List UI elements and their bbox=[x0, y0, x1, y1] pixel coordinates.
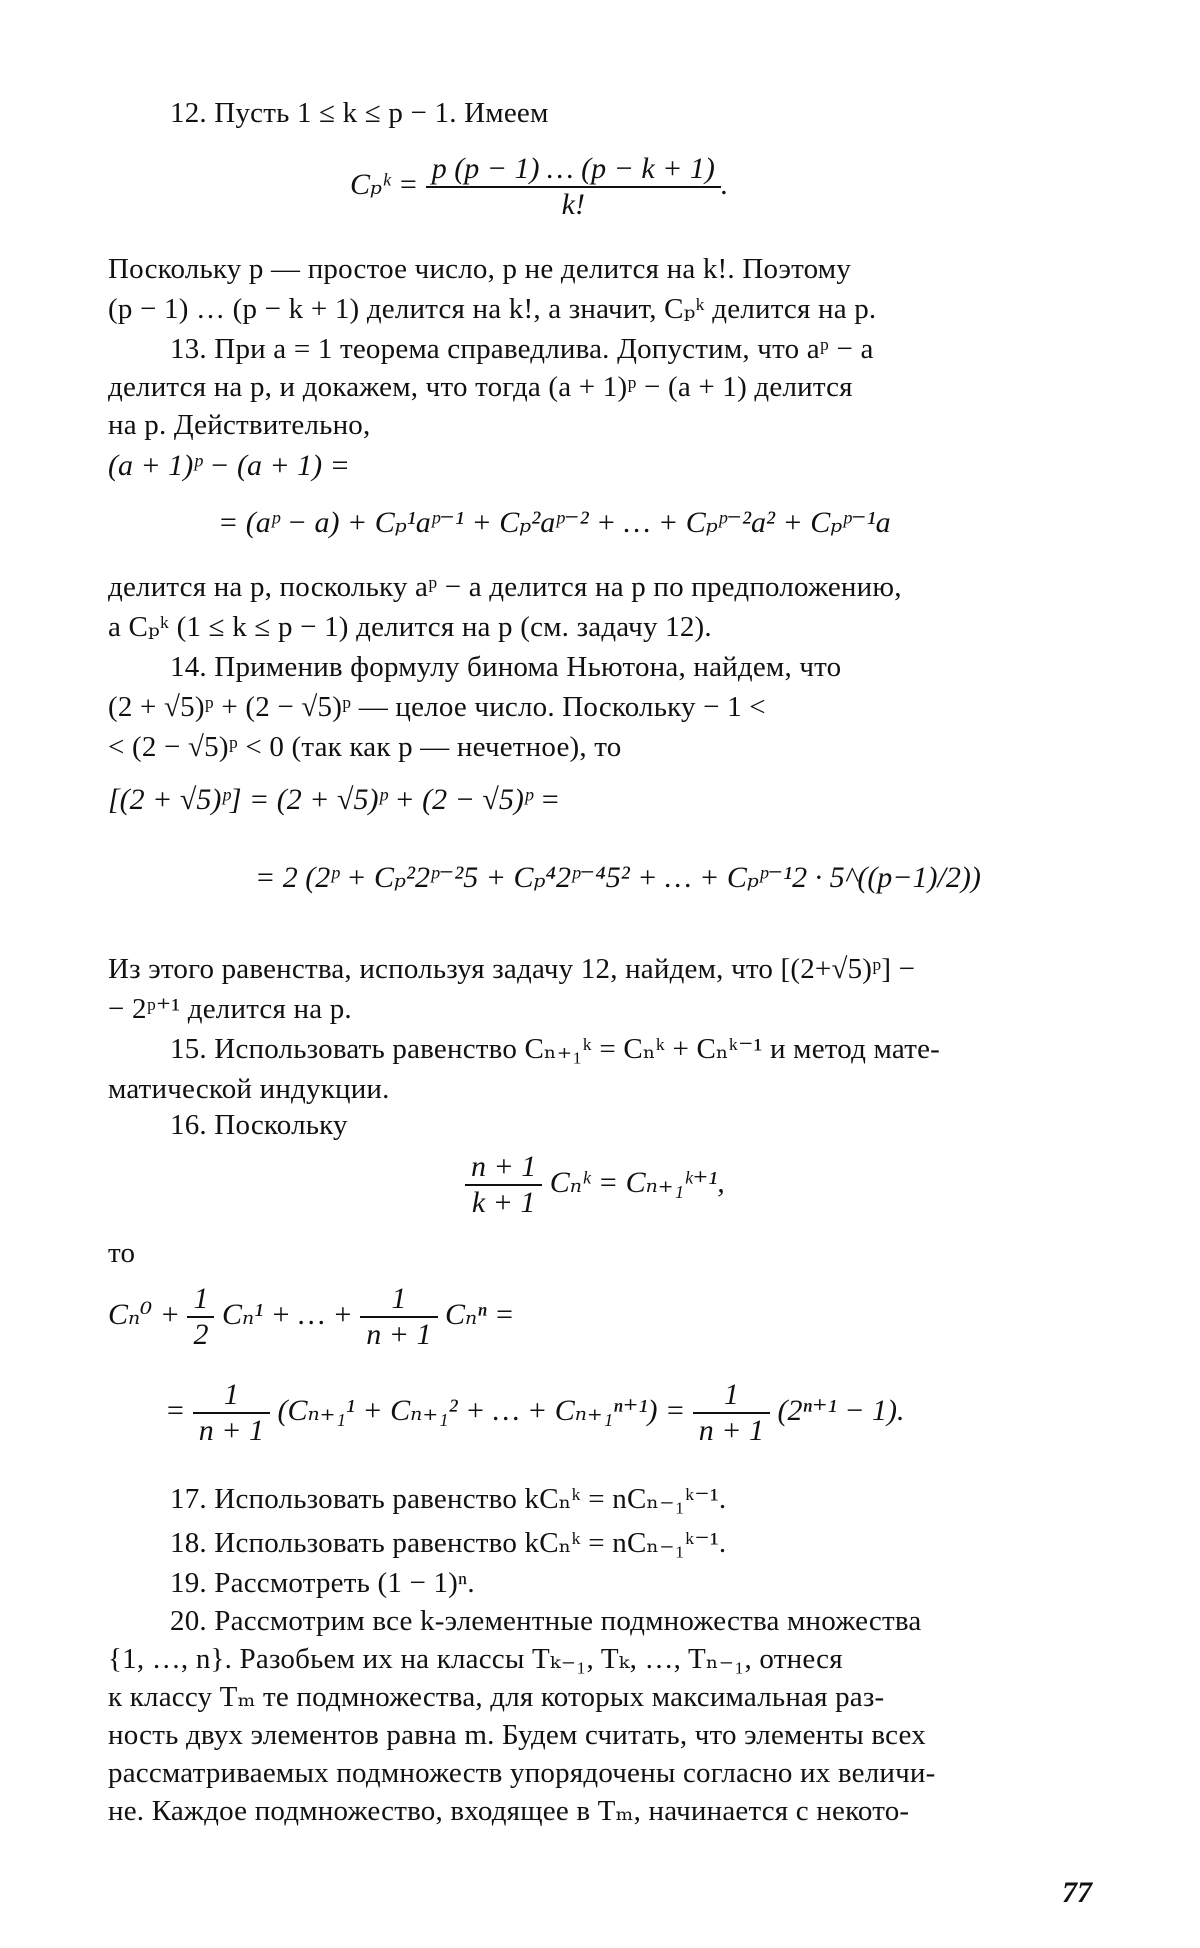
problem-12-formula: Cₚᵏ = $\frac{p (p - 1) \dots (p - k + 1)}{k!}$ . bbox=[350, 152, 729, 221]
fraction-denominator: n + 1 bbox=[198, 1414, 264, 1447]
problem-14-text-3: < (2 − √5)ᵖ < 0 (так как p — нечетное), то bbox=[108, 731, 622, 763]
problem-12-heading: 12. Пусть 1 ≤ k ≤ p − 1. Имеем bbox=[170, 97, 549, 129]
formula-fraction bbox=[193, 1378, 270, 1448]
problem-16-equation-1 bbox=[108, 1282, 514, 1352]
problem-13-text-4: делится на p, поскольку aᵖ − a делится на p по предположению, bbox=[108, 571, 902, 603]
fraction-denominator: k! bbox=[561, 188, 585, 221]
formula-fraction bbox=[426, 152, 721, 222]
problem-20-text-6: не. Каждое подмножество, входящее в Tₘ, начинается с некото- bbox=[108, 1795, 910, 1827]
formula-fraction bbox=[465, 1150, 542, 1220]
fraction-numerator: 1 bbox=[193, 1378, 270, 1414]
problem-13-equation-2: = (aᵖ − a) + Cₚ¹aᵖ⁻¹ + Cₚ²aᵖ⁻² + … + Cₚᵖ⁻²a² + Cₚᵖ⁻¹a bbox=[218, 506, 891, 539]
problem-15-text-1: 15. Использовать равенство Cₙ₊₁ᵏ = Cₙᵏ + Cₙᵏ⁻¹ и метод мате- bbox=[170, 1033, 941, 1065]
problem-13-text-2: делится на p, и докажем, что тогда (a + 1)ᵖ − (a + 1) делится bbox=[108, 371, 853, 403]
problem-20-text-4: ность двух элементов равна m. Будем считать, что элементы всех bbox=[108, 1719, 926, 1751]
formula-lhs: Cₚᵏ = bbox=[350, 167, 419, 201]
problem-14-text-5: − 2ᵖ⁺¹ делится на p. bbox=[108, 993, 352, 1025]
problem-12-text-2: (p − 1) … (p − k + 1) делится на k!, а значит, Cₚᵏ делится на p. bbox=[108, 293, 877, 325]
fraction-numerator: n + 1 bbox=[465, 1150, 542, 1186]
problem-20-text-1: 20. Рассмотрим все k-элементные подмножества множества bbox=[170, 1605, 922, 1637]
problem-13-text-5: а Cₚᵏ (1 ≤ k ≤ p − 1) делится на p (см. задачу 12). bbox=[108, 611, 712, 643]
problem-12-text-1: Поскольку p — простое число, p не делится на k!. Поэтому bbox=[108, 253, 852, 285]
fraction-numerator: 1 bbox=[360, 1282, 437, 1318]
fraction-numerator: 1 bbox=[187, 1282, 214, 1318]
equation-term: = bbox=[165, 1393, 186, 1427]
equation-term: Cₙ⁰ + bbox=[108, 1297, 180, 1331]
problem-13-text-1: 13. При a = 1 теорема справедлива. Допустим, что aᵖ − a bbox=[170, 333, 874, 365]
problem-17: 17. Использовать равенство kCₙᵏ = nCₙ₋₁ᵏ⁻¹. bbox=[170, 1483, 727, 1515]
problem-16-formula-1 bbox=[465, 1150, 725, 1220]
problem-16-text-1: 16. Поскольку bbox=[170, 1109, 348, 1141]
formula-rhs: Cₙᵏ = Cₙ₊₁ᵏ⁺¹, bbox=[549, 1165, 725, 1199]
problem-13-text-3: на p. Действительно, bbox=[108, 409, 371, 441]
problem-15-text-2: матической индукции. bbox=[108, 1073, 390, 1105]
problem-14-text-1: 14. Применив формулу бинома Ньютона, найдем, что bbox=[170, 651, 842, 683]
problem-20-text-2: {1, …, n}. Разобьем их на классы Tₖ₋₁, Tₖ, …, Tₙ₋₁, отнеся bbox=[108, 1643, 843, 1675]
problem-16-equation-2 bbox=[165, 1378, 904, 1448]
problem-14-equation-2: = 2 (2ᵖ + Cₚ²2ᵖ⁻²5 + Cₚ⁴2ᵖ⁻⁴5² + … + Cₚᵖ⁻¹2 · 5^((p−1)/2)) bbox=[255, 861, 981, 894]
formula-fraction bbox=[187, 1282, 214, 1352]
problem-19: 19. Рассмотреть (1 − 1)ⁿ. bbox=[170, 1567, 475, 1599]
problem-13-equation-1: (a + 1)ᵖ − (a + 1) = bbox=[108, 449, 350, 482]
page-number: 77 bbox=[1062, 1876, 1092, 1909]
equation-term: (Cₙ₊₁¹ + Cₙ₊₁² + … + Cₙ₊₁ⁿ⁺¹) = bbox=[277, 1393, 686, 1427]
fraction-denominator: 2 bbox=[193, 1318, 209, 1351]
problem-14-text-4: Из этого равенства, используя задачу 12, найдем, что [(2+√5)ᵖ] − bbox=[108, 953, 916, 985]
problem-18: 18. Использовать равенство kCₙᵏ = nCₙ₋₁ᵏ⁻¹. bbox=[170, 1527, 727, 1559]
fraction-denominator: n + 1 bbox=[698, 1414, 764, 1447]
formula-fraction bbox=[360, 1282, 437, 1352]
problem-16-to: то bbox=[108, 1237, 136, 1269]
equation-term: (2ⁿ⁺¹ − 1). bbox=[777, 1393, 905, 1427]
problem-20-text-5: рассматриваемых подмножеств упорядочены согласно их величи- bbox=[108, 1757, 936, 1789]
fraction-numerator: p (p − 1) … (p − k + 1) bbox=[426, 152, 721, 188]
equation-term: Cₙⁿ = bbox=[445, 1297, 515, 1331]
fraction-numerator: 1 bbox=[693, 1378, 770, 1414]
fraction-denominator: n + 1 bbox=[366, 1318, 432, 1351]
equation-term: Cₙ¹ + … + bbox=[221, 1297, 353, 1331]
problem-14-equation-1: [(2 + √5)ᵖ] = (2 + √5)ᵖ + (2 − √5)ᵖ = bbox=[108, 783, 561, 816]
fraction-denominator: k + 1 bbox=[471, 1186, 536, 1219]
formula-fraction bbox=[693, 1378, 770, 1448]
problem-20-text-3: к классу Tₘ те подмножества, для которых максимальная раз- bbox=[108, 1681, 885, 1713]
problem-14-text-2: (2 + √5)ᵖ + (2 − √5)ᵖ — целое число. Поскольку − 1 < bbox=[108, 691, 766, 723]
